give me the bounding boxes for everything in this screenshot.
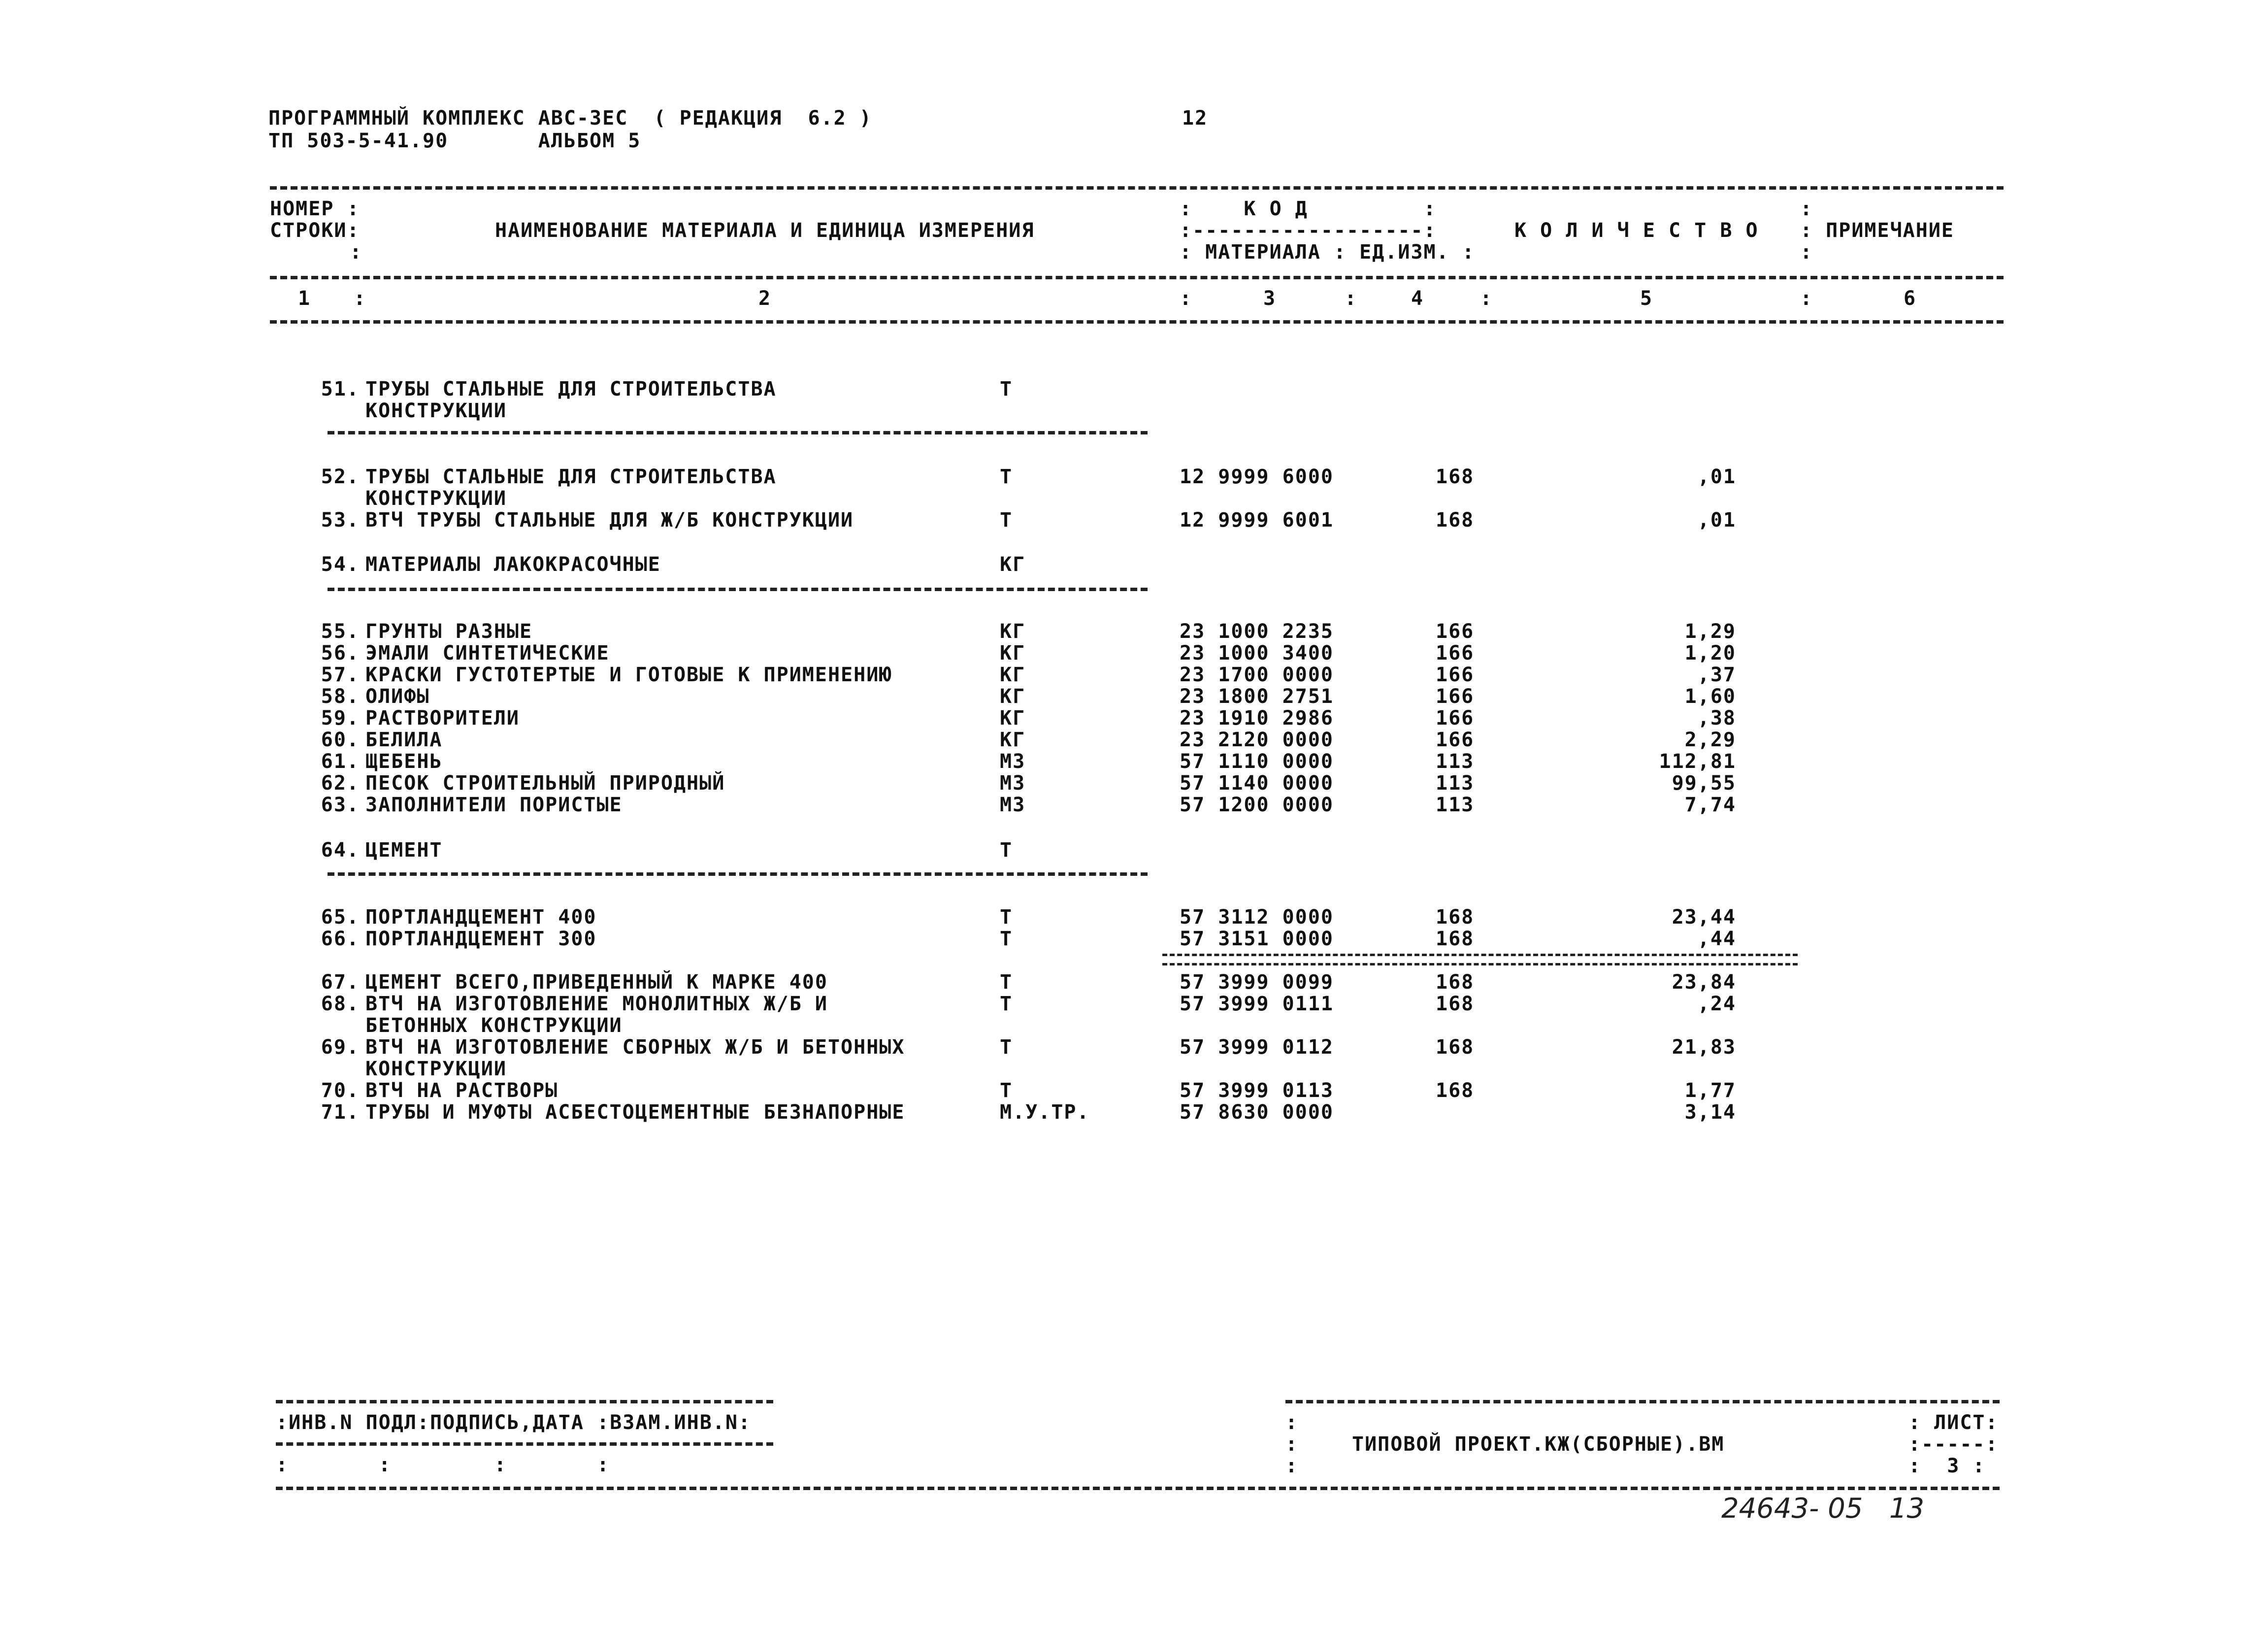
- row-ed: 168: [1436, 971, 1475, 994]
- stamp-title: ТИПОВОЙ ПРОЕКТ.КЖ(СБОРНЫЕ).ВМ: [1352, 1433, 1725, 1456]
- row-unit: Т: [1000, 928, 1013, 950]
- row-code: 57 1140 0000: [1180, 772, 1334, 795]
- row-code: 57 1200 0000: [1180, 794, 1334, 816]
- row-qty: 99,55: [1672, 772, 1736, 795]
- row-qty: 1,77: [1684, 1079, 1736, 1102]
- row-ed: 168: [1436, 465, 1475, 488]
- row-name: МАТЕРИАЛЫ ЛАКОКРАСОЧНЫЕ: [365, 553, 661, 576]
- row-unit: КГ: [1000, 620, 1026, 643]
- row-qty: 3,14: [1684, 1101, 1736, 1124]
- row-number: 66.: [321, 928, 360, 950]
- row-code: 12 9999 6000: [1180, 465, 1334, 488]
- row-qty: ,37: [1697, 664, 1736, 686]
- sheet-number: : 3 :: [1908, 1455, 1986, 1477]
- row-qty: ,38: [1697, 707, 1736, 730]
- colnum-4: 4: [1411, 287, 1424, 310]
- row-number: 57.: [321, 664, 360, 686]
- row-name: ЩЕБЕНЬ: [365, 750, 443, 773]
- row-unit: КГ: [1000, 553, 1026, 576]
- code-group-sep: :------------------:: [1180, 219, 1437, 242]
- row-number: 69.: [321, 1036, 360, 1059]
- row-number: 61.: [321, 750, 360, 773]
- stamp-right-top-rule: [1285, 1400, 2000, 1403]
- total-double-rule: [1162, 954, 1798, 965]
- row-number: 53.: [321, 509, 360, 532]
- stamp-left-labels: :ИНВ.N ПОДЛ:ПОДПИСЬ,ДАТА :ВЗАМ.ИНВ.N:: [276, 1411, 752, 1434]
- row-number: 58.: [321, 685, 360, 708]
- row-unit: КГ: [1000, 664, 1026, 686]
- row-number: 67.: [321, 971, 360, 994]
- row-name: ТРУБЫ СТАЛЬНЫЕ ДЛЯ СТРОИТЕЛЬСТВА: [365, 378, 777, 400]
- colnum-5: 5: [1640, 287, 1653, 310]
- row-unit: Т: [1000, 971, 1013, 994]
- code-group-header: : К О Д :: [1180, 198, 1437, 220]
- row-name: ОЛИФЫ: [365, 685, 430, 708]
- row-name-cont: КОНСТРУКЦИИ: [365, 1058, 507, 1080]
- row-code: 57 8630 0000: [1180, 1101, 1334, 1124]
- row-unit: Т: [1000, 1036, 1013, 1059]
- row-unit: Т: [1000, 906, 1013, 929]
- row-code: 57 3999 0111: [1180, 993, 1334, 1015]
- row-unit: М3: [1000, 794, 1026, 816]
- row-ed: 113: [1436, 794, 1475, 816]
- handwritten-number: 24643- 05 13: [1721, 1493, 1925, 1525]
- row-name: ЭМАЛИ СИНТЕТИЧЕСКИЕ: [365, 642, 610, 665]
- row-qty: 23,44: [1672, 906, 1736, 929]
- colnum-1: 1: [298, 287, 311, 310]
- row-number: 71.: [321, 1101, 360, 1124]
- row-qty: 1,60: [1684, 685, 1736, 708]
- row-code: 23 1700 0000: [1180, 664, 1334, 686]
- row-number: 56.: [321, 642, 360, 665]
- row-unit: Т: [1000, 1079, 1013, 1102]
- row-ed: 166: [1436, 642, 1475, 665]
- row-code: 23 1000 3400: [1180, 642, 1334, 665]
- row-unit: Т: [1000, 378, 1013, 400]
- row-ed: 168: [1436, 906, 1475, 929]
- row-code: 23 1910 2986: [1180, 707, 1334, 730]
- row-unit: КГ: [1000, 685, 1026, 708]
- stamp-left-colons: : : : :: [276, 1454, 610, 1476]
- page-number: 12: [1182, 107, 1208, 130]
- row-name: КРАСКИ ГУСТОТЕРТЫЕ И ГОТОВЫЕ К ПРИМЕНЕНИЮ: [365, 664, 892, 686]
- row-name: ЦЕМЕНТ ВСЕГО,ПРИВЕДЕННЫЙ К МАРКЕ 400: [365, 971, 828, 994]
- row-code: 23 2120 0000: [1180, 729, 1334, 751]
- row-number: 64.: [321, 839, 360, 862]
- row-code: 57 3999 0113: [1180, 1079, 1334, 1102]
- row-qty: ,01: [1697, 465, 1736, 488]
- row-ed: 168: [1436, 993, 1475, 1015]
- row-qty: 2,29: [1684, 729, 1736, 751]
- row-name: ПОРТЛАНДЦЕМЕНТ 300: [365, 928, 597, 950]
- rule-header-bottom: [270, 276, 2004, 279]
- row-name: ВТЧ ТРУБЫ СТАЛЬНЫЕ ДЛЯ Ж/Б КОНСТРУКЦИИ: [365, 509, 854, 532]
- project-line: ТП 503-5-41.90 АЛЬБОМ 5: [268, 130, 641, 152]
- row-qty: 7,74: [1684, 794, 1736, 816]
- group-rule: [328, 431, 1148, 434]
- stamp-colon: :: [1285, 1433, 1299, 1456]
- row-unit: КГ: [1000, 642, 1026, 665]
- row-name: ТРУБЫ СТАЛЬНЫЕ ДЛЯ СТРОИТЕЛЬСТВА: [365, 465, 777, 488]
- program-line: ПРОГРАММНЫЙ КОМПЛЕКС АВС-3ЕС ( РЕДАКЦИЯ 6.2 ): [268, 107, 872, 130]
- row-name: ВТЧ НА ИЗГОТОВЛЕНИЕ СБОРНЫХ Ж/Б И БЕТОННЫХ: [365, 1036, 905, 1059]
- stamp-left-top-rule: [276, 1400, 773, 1403]
- row-name: ЦЕМЕНТ: [365, 839, 443, 862]
- row-number: 68.: [321, 993, 360, 1015]
- row-code: 23 1800 2751: [1180, 685, 1334, 708]
- row-unit: КГ: [1000, 707, 1026, 730]
- colnum-6: 6: [1904, 287, 1917, 310]
- col2-header: НАИМЕНОВАНИЕ МАТЕРИАЛА И ЕДИНИЦА ИЗМЕРЕНИЯ: [495, 219, 1035, 242]
- group-rule: [328, 588, 1148, 591]
- row-name: ПОРТЛАНДЦЕМЕНТ 400: [365, 906, 597, 929]
- row-ed: 168: [1436, 1079, 1475, 1102]
- sheet-sep: :-----:: [1908, 1433, 1999, 1456]
- row-ed: 168: [1436, 509, 1475, 532]
- code-sub-header: : МАТЕРИАЛА : ЕД.ИЗМ. :: [1180, 241, 1475, 264]
- row-name: ПЕСОК СТРОИТЕЛЬНЫЙ ПРИРОДНЫЙ: [365, 772, 725, 795]
- stamp-colon: :: [1285, 1455, 1299, 1477]
- row-ed: 166: [1436, 729, 1475, 751]
- row-qty: ,24: [1697, 993, 1736, 1015]
- col1-header-bot: :: [350, 241, 363, 264]
- row-code: 57 3999 0112: [1180, 1036, 1334, 1059]
- row-name: ТРУБЫ И МУФТЫ АСБЕСТОЦЕМЕНТНЫЕ БЕЗНАПОРНЫЕ: [365, 1101, 905, 1124]
- col5-header: К О Л И Ч Е С Т В О: [1514, 219, 1759, 242]
- row-unit: М3: [1000, 772, 1026, 795]
- row-qty: 112,81: [1659, 750, 1736, 773]
- row-ed: 113: [1436, 772, 1475, 795]
- row-name: ГРУНТЫ РАЗНЫЕ: [365, 620, 533, 643]
- col6-header: : ПРИМЕЧАНИЕ: [1800, 219, 1954, 242]
- row-code: 57 3112 0000: [1180, 906, 1334, 929]
- row-name-cont: БЕТОННЫХ КОНСТРУКЦИИ: [365, 1014, 623, 1037]
- row-qty: ,44: [1697, 928, 1736, 950]
- row-code: 57 1110 0000: [1180, 750, 1334, 773]
- row-unit: Т: [1000, 509, 1013, 532]
- row-name: ВТЧ НА РАСТВОРЫ: [365, 1079, 559, 1102]
- row-code: 57 3151 0000: [1180, 928, 1334, 950]
- col6-colon-bot: :: [1800, 241, 1813, 264]
- rule-numrow-bottom: [270, 320, 2004, 324]
- stamp-bottom-rule: [276, 1487, 2000, 1490]
- row-number: 55.: [321, 620, 360, 643]
- row-ed: 166: [1436, 664, 1475, 686]
- colnum-sep: :: [1480, 287, 1493, 310]
- row-name: БЕЛИЛА: [365, 729, 443, 751]
- row-name: ВТЧ НА ИЗГОТОВЛЕНИЕ МОНОЛИТНЫХ Ж/Б И: [365, 993, 828, 1015]
- stamp-colon: :: [1285, 1411, 1299, 1434]
- row-qty: 21,83: [1672, 1036, 1736, 1059]
- colnum-sep: :: [354, 287, 367, 310]
- row-ed: 166: [1436, 707, 1475, 730]
- colnum-sep: :: [1800, 287, 1813, 310]
- row-ed: 166: [1436, 685, 1475, 708]
- row-name-cont: КОНСТРУКЦИИ: [365, 399, 507, 422]
- row-number: 63.: [321, 794, 360, 816]
- row-qty: 1,20: [1684, 642, 1736, 665]
- row-unit: М.У.ТР.: [1000, 1101, 1090, 1124]
- colnum-sep: :: [1180, 287, 1193, 310]
- row-name-cont: КОНСТРУКЦИИ: [365, 487, 507, 510]
- row-ed: 168: [1436, 928, 1475, 950]
- row-unit: Т: [1000, 993, 1013, 1015]
- row-unit: Т: [1000, 839, 1013, 862]
- col6-colon-top: :: [1800, 198, 1813, 220]
- colnum-sep: :: [1345, 287, 1358, 310]
- row-number: 59.: [321, 707, 360, 730]
- row-name: РАСТВОРИТЕЛИ: [365, 707, 520, 730]
- row-number: 70.: [321, 1079, 360, 1102]
- row-name: ЗАПОЛНИТЕЛИ ПОРИСТЫЕ: [365, 794, 623, 816]
- row-number: 65.: [321, 906, 360, 929]
- row-ed: 168: [1436, 1036, 1475, 1059]
- row-ed: 113: [1436, 750, 1475, 773]
- group-rule: [328, 872, 1148, 876]
- col1-header-top: НОМЕР :: [270, 198, 360, 220]
- row-unit: КГ: [1000, 729, 1026, 751]
- row-unit: Т: [1000, 465, 1013, 488]
- row-unit: М3: [1000, 750, 1026, 773]
- colnum-3: 3: [1263, 287, 1277, 310]
- row-number: 54.: [321, 553, 360, 576]
- row-number: 62.: [321, 772, 360, 795]
- row-qty: 1,29: [1684, 620, 1736, 643]
- row-code: 57 3999 0099: [1180, 971, 1334, 994]
- row-number: 51.: [321, 378, 360, 400]
- col1-header-mid: СТРОКИ:: [270, 219, 360, 242]
- row-qty: ,01: [1697, 509, 1736, 532]
- row-ed: 166: [1436, 620, 1475, 643]
- rule-top: [270, 186, 2004, 190]
- row-code: 23 1000 2235: [1180, 620, 1334, 643]
- row-number: 60.: [321, 729, 360, 751]
- row-code: 12 9999 6001: [1180, 509, 1334, 532]
- row-qty: 23,84: [1672, 971, 1736, 994]
- sheet-label: : ЛИСТ:: [1908, 1411, 1999, 1434]
- row-number: 52.: [321, 465, 360, 488]
- stamp-left-mid-rule: [276, 1442, 773, 1446]
- colnum-2: 2: [758, 287, 772, 310]
